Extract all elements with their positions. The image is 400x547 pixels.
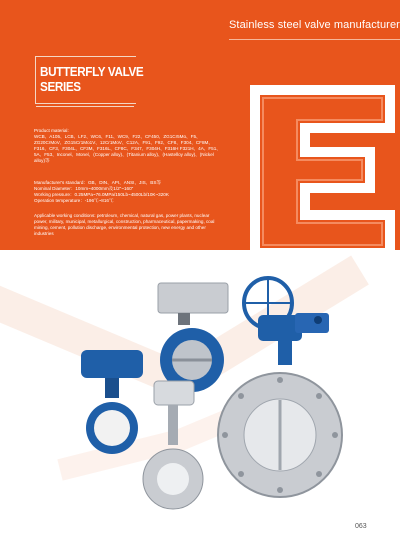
stainless-valve-small-image xyxy=(140,375,220,515)
spec-pressure: Working pressure：0.25MPa~76.0MPa/150Lb~4500Lb/10K~320K xyxy=(34,192,169,198)
spec-temperature: Operation temperature：-196℃~816℃ xyxy=(34,198,114,204)
title-line-1: BUTTERFLY VALVE xyxy=(40,64,144,79)
page-number: 063 xyxy=(355,523,367,530)
stainless-valve-large-image xyxy=(215,340,345,510)
page-title xyxy=(40,64,166,94)
applications-text: Applicable working conditions: petroleum, chemical, natural gas, power plants, nuclear power, military, municipal, metallurgical, construction, pharmaceutical, papermaking, coal mining, cement, pollution discharge, environmental protection, new energy and other industries xyxy=(34,213,215,237)
header-tagline: Stainless steel valve manufacturer xyxy=(229,19,400,31)
specs-block xyxy=(34,180,224,204)
material-text: WCB、A105、LCB、LF2、WC6、F11、WC9、F22、CF450、ZG1Cr5Mo、F5、ZG20CrMoV、ZG15Cr1Mo1V、12Cr1MoV、C12A、F91、F92、CF8、F304、CF8M、F316、CF3、F304L、CF3M、F316L、CF8C、F347、F304H、F316H F321H、4A、F51、5A、F53、Inconel、Monel、(Copper alloy)、(Titanium alloy)、(Hastelloy alloy)、(Nickel alloy)等 xyxy=(34,134,221,164)
title-line-2: SERIES xyxy=(40,79,81,94)
material-block xyxy=(34,128,224,165)
section-letter-graphic xyxy=(255,90,395,255)
spec-diameter: Nominal Diameter：10mm~4000mm及1/2"~160" xyxy=(34,186,134,192)
header-rule xyxy=(229,39,400,40)
spec-standard: Manufacturer's standard：GB、DIN、API、ANSI、JIS、BS等 xyxy=(34,180,161,185)
material-heading: Product material: xyxy=(34,128,69,133)
